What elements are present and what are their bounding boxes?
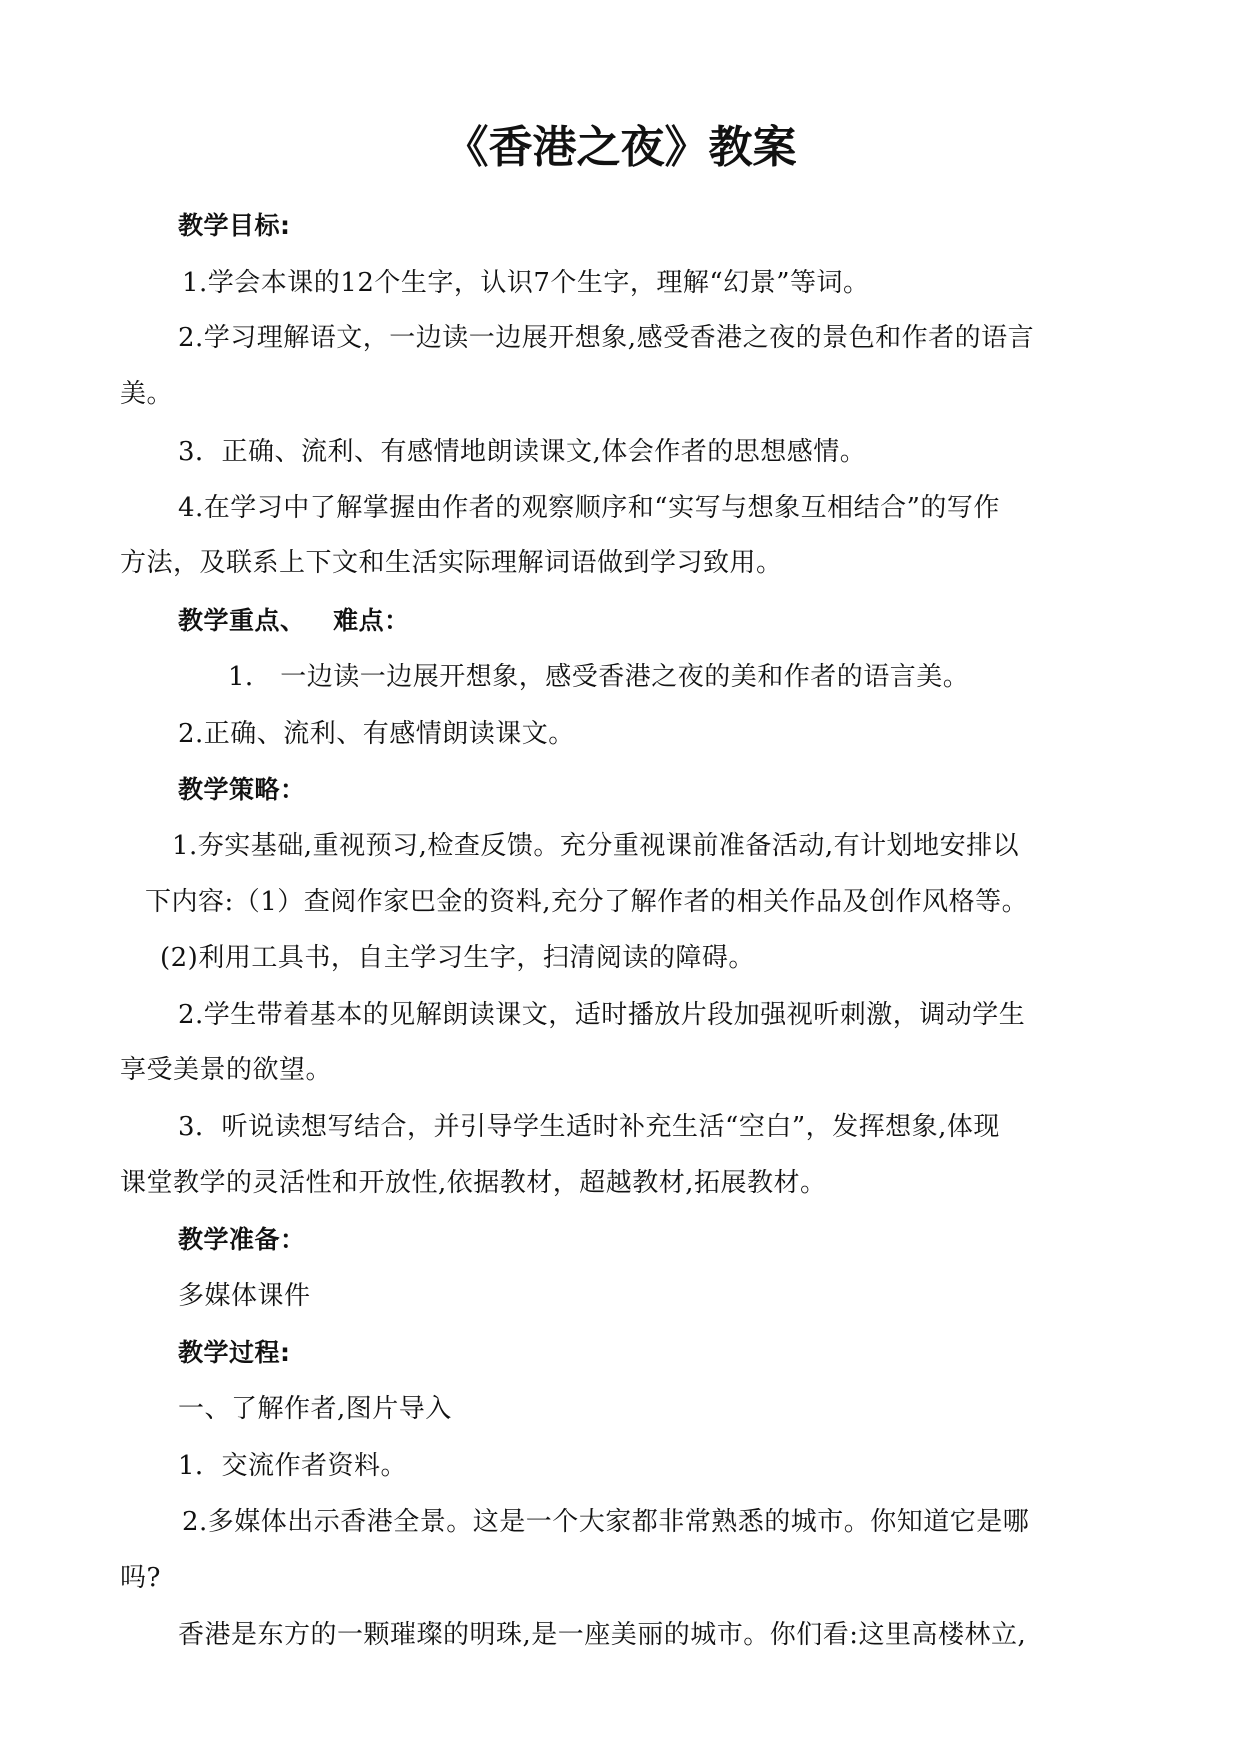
strategy-1-item-2: (2)利用工具书，自主学习生字，扫清阅读的障碍。 — [160, 943, 755, 973]
goal-2-cont: 美。 — [120, 379, 174, 409]
goal-3: 3．正确、流利、有感情地朗读课文,体会作者的思想感情。 — [178, 437, 867, 467]
process-paragraph: 香港是东方的一颗璀璨的明珠,是一座美丽的城市。你们看:这里高楼林立, — [178, 1620, 1027, 1650]
strategy-2: 2.学生带着基本的见解朗读课文，适时播放片段加强视听刺激，调动学生 — [178, 1000, 1026, 1030]
key-point-1: 1． 一边读一边展开想象，感受香港之夜的美和作者的语言美。 — [228, 662, 970, 692]
heading-strategy: 教学策略： — [178, 775, 306, 804]
key-point-2: 2.正确、流利、有感情朗读课文。 — [178, 719, 575, 749]
process-step-2-cont: 吗? — [120, 1563, 161, 1593]
goal-1: 1.学会本课的12个生字，认识7个生字，理解“幻景”等词。 — [182, 268, 870, 298]
process-step-2: 2.多媒体出示香港全景。这是一个大家都非常熟悉的城市。你知道它是哪 — [182, 1507, 1030, 1537]
preparation-text: 多媒体课件 — [178, 1281, 311, 1311]
heading-teaching-goals: 教学目标: — [178, 211, 291, 240]
strategy-1: 1.夯实基础,重视预习,检查反馈。充分重视课前准备活动,有计划地安排以 — [172, 831, 1020, 861]
strategy-1-cont: 下内容:（1）查阅作家巴金的资料,充分了解作者的相关作品及创作风格等。 — [145, 887, 1029, 917]
heading-process: 教学过程: — [178, 1338, 291, 1367]
strategy-2-cont: 享受美景的欲望。 — [120, 1055, 333, 1085]
heading-key-points: 教学重点、 难点： — [178, 606, 410, 635]
strategy-3: 3．听说读想写结合，并引导学生适时补充生活“空白”，发挥想象,体现 — [178, 1112, 1000, 1142]
process-section-1: 一、了解作者,图片导入 — [178, 1394, 452, 1424]
strategy-3-cont: 课堂教学的灵活性和开放性,依据教材，超越教材,拓展教材。 — [120, 1168, 827, 1198]
process-step-1: 1．交流作者资料。 — [178, 1451, 408, 1481]
goal-4: 4.在学习中了解掌握由作者的观察顺序和“实写与想象互相结合”的写作 — [178, 493, 1000, 523]
goal-2: 2.学习理解语文，一边读一边展开想象,感受香港之夜的景色和作者的语言 — [178, 323, 1035, 353]
goal-4-cont: 方法，及联系上下文和生活实际理解词语做到学习致用。 — [120, 548, 783, 578]
heading-preparation: 教学准备： — [178, 1225, 306, 1254]
document-title: 《香港之夜》教案 — [444, 122, 797, 173]
